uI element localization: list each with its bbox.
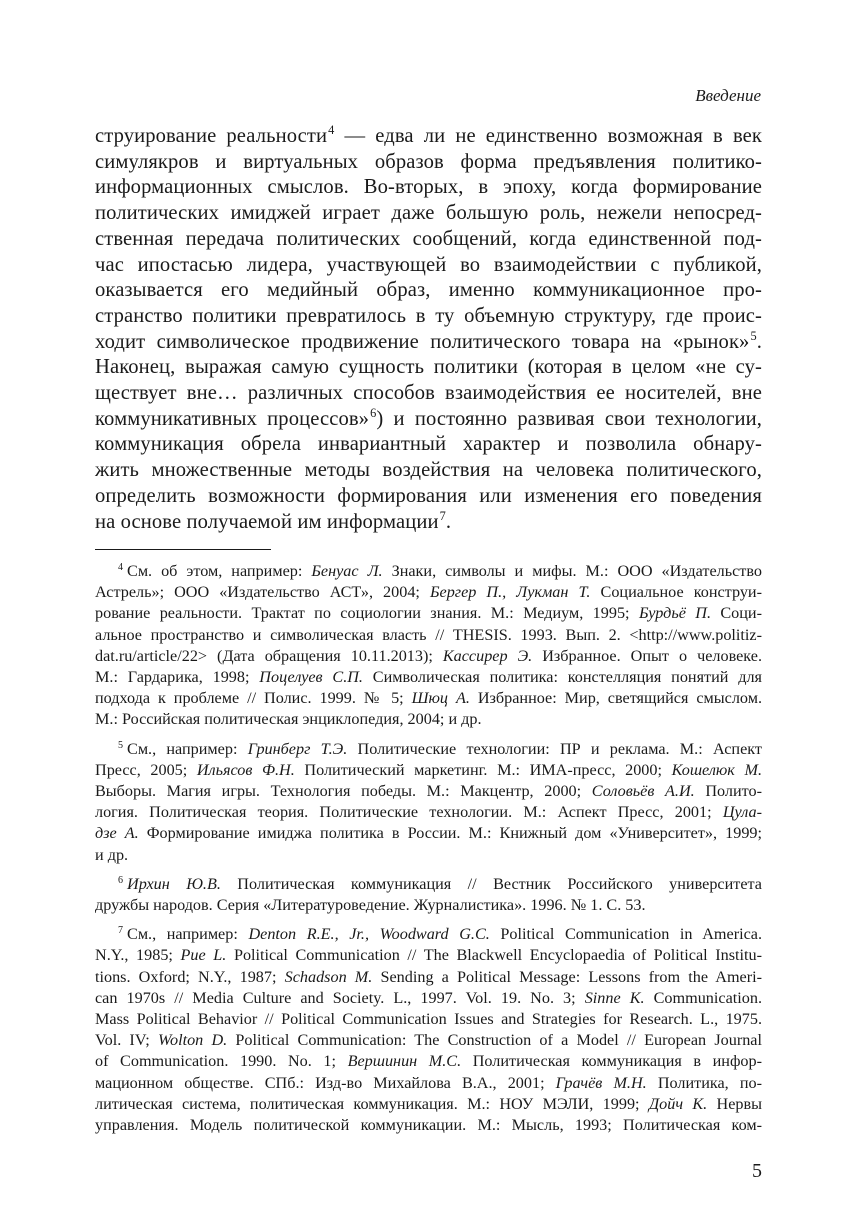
main-text [95, 124, 762, 535]
footnotes [95, 561, 762, 1144]
text-line: коммуникация обрела инвариантный характер и позволила обнару- [95, 433, 762, 456]
footnote-mark: 7 [118, 925, 124, 937]
footnote-mark: 4 [118, 561, 124, 573]
text-line: ходит символическое продвижение политического товара на «рынок»$^5$. [95, 328, 762, 353]
footnote-separator [95, 549, 271, 550]
text-line: струирование реальности$^4$ — едва ли не единственно возможная в век [95, 122, 762, 147]
footnote-5: $^5$ См., например: Гринберг Т.Э. Политические технологии: ПР и реклама. М.: Аспект Пресс, 2005; Ильясов Ф.Н. Политический маркетинг. М.: ИМА-пресс, 2000; Кошелюк М. Выборы. Магия игры. Технология победы. М.: Макцентр, 2000; Соловьёв А.И. Полито- логия. Политическая теория. Политические технологии. М.: Аспект Пресс, 2001; Цула- дзе А. Формирование имиджа политика в России. М.: Книжный дом «Университет», 1999; и др. [95, 739, 763, 864]
footnote-4: $^4$ См. об этом, например: Бенуас Л. Знаки, символы и мифы. М.: ООО «Издательство Астрель»; ООО «Издательство АСТ», 2004; Бергер П., Лукман Т. Социальное конструи- рование реальности. Трактат по социологии знания. М.: Медиум, 1995; Бурдьё П. Соци- альное пространство и символическая власть // THESIS. 1993. Вып. 2. <http://www.politiz- dat.ru/article/22> (Дата обращения 10.11.2013); Кассирер Э. Избранное. Опыт о человеке. М.: Гардарика, 1998; Поцелуев С.П. Символическая политика: констелляция понятий для подхода к проблеме // Полис. 1999. № 5; Шюц А. Избранное: Мир, светящийся смыслом. М.: Российская политическая энциклопедия, 2004; и др. [95, 561, 763, 729]
text-line: определить возможности формирования или изменения его поведения [95, 484, 762, 507]
text-line: на основе получаемой им информации$^7$. [95, 508, 452, 533]
text-line: коммуникативных процессов»$^6$) и постоянно развивая свои технологии, [95, 405, 762, 430]
text-line: Наконец, выражая самую сущность политики (которая в целом «не су- [95, 356, 762, 379]
footnote-7: $^7$ См., например: Denton R.E., Jr., Woodward G.C. Political Communication in America. N.Y., 1985; Pue L. Political Communication // The Blackwell Encyclopaedia of Political Institu- tions. Oxford; N.Y., 1987; Schadson M. Sending a Political Message: Lessons from the Ameri- can 1970s // Media Culture and Society. L., 1997. Vol. 19. No. 3; Sinne K. Communication. Mass Political Behavior // Political Communication Issues and Strategies for Research. L., 1975. Vol. IV; Wolton D. Political Communication: The Construction of a Model // European Journal of Communication. 1990. No. 1; Вершинин М.С. Политическая коммуникация в инфор- мационном обществе. СПб.: Изд-во Михайлова В.А., 2001; Грачёв М.Н. Политика, по- литическая система, политическая коммуникация. М.: НОУ МЭЛИ, 1999; Дойч К. Нервы управления. Модель политической коммуникации. М.: Мысль, 1993; Политическая ком- [95, 925, 763, 1135]
text-line: странство политики превратилось в ту объемную структуру, где проис- [95, 304, 762, 327]
text-line: симулякров и виртуальных образов форма предъявления политико- [95, 150, 762, 173]
footnote-ref[interactable]: 6 [370, 405, 377, 420]
footnote-ref[interactable]: 7 [439, 508, 446, 523]
footnote-6: $^6$ Ирхин Ю.В. Политическая коммуникация // Вестник Российского университета дружбы народов. Серия «Литературоведение. Журналистика». 1996. № 1. С. 53. [95, 874, 762, 915]
footnote-mark: 6 [118, 874, 124, 886]
text-line: ществует вне… различных способов взаимодействия ее носителей, вне [95, 382, 762, 405]
text-line: жить множественные методы воздействия на человека политического, [95, 459, 762, 482]
running-head: Введение [695, 86, 761, 105]
text-line: час ипостасью лидера, участвующей во взаимодействии с публикой, [95, 253, 762, 276]
text-line: информационных смыслов. Во-вторых, в эпоху, когда формирование [95, 176, 762, 199]
text-line: оказывается его медийный образ, именно коммуникационное про- [95, 279, 762, 302]
footnote-ref[interactable]: 4 [328, 122, 335, 137]
footnote-ref[interactable]: 5 [750, 328, 757, 343]
page-number: 5 [752, 1160, 762, 1182]
text-line: политических имиджей играет даже большую роль, нежели непосред- [95, 202, 762, 225]
text-line: ственная передача политических сообщений, когда единственной под- [95, 227, 762, 250]
footnote-mark: 5 [118, 739, 124, 751]
